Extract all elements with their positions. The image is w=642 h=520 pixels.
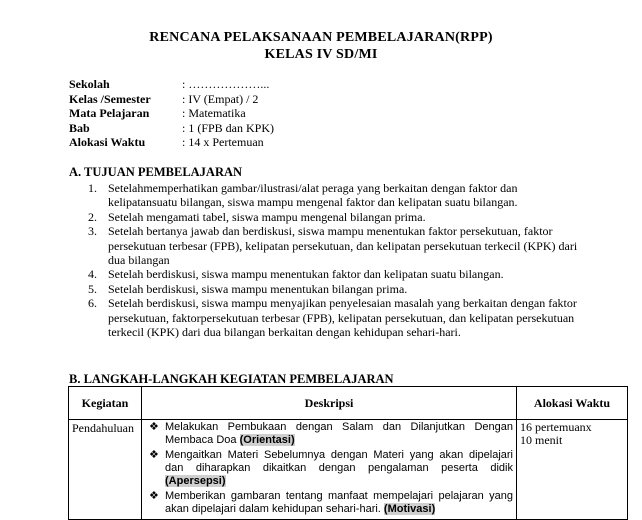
identity-row-alokasi	[69, 135, 274, 150]
learning-steps-table	[68, 386, 628, 520]
list-text: Setelah berdiskusi, siswa mampu menentukan faktor dan kelipatan suatu bilangan.	[108, 267, 504, 282]
column-header-kegiatan: Kegiatan	[69, 387, 142, 420]
list-item	[88, 282, 580, 296]
list-text: Setelah berdiskusi, siswa mampu menyajikan penyelesaian masalah yang berkaitan dengan faktor persekutuan, faktorpersekutuan terbesar (FPB), kelipatan persekutuan, dan kelipatan persekutuan terkecil (KPK) dari dua bilangan berkaitan dengan kehidupan sehari-hari.	[108, 296, 577, 340]
list-text: Setelah bertanya jawab dan berdiskusi, siswa mampu menentukan faktor persekutuan, faktor persekutuan terbesar (FPB), kelipatan persekutuan, dan kelipatan persekutuan terkecil (KPK) dari dua bilangan	[108, 224, 578, 268]
identity-value: : IV (Empat) / 2	[182, 91, 259, 106]
diamond-bullet-icon: ❖	[149, 490, 159, 502]
identity-value: : 1 (FPB dan KPK)	[182, 120, 275, 135]
identity-label: Mata Pelajaran	[69, 106, 150, 121]
diamond-bullet-icon: ❖	[149, 421, 159, 433]
list-item	[145, 421, 513, 447]
description-body: Mengaitkan Materi Sebelumnya dengan Materi yang akan dipelajari dan diharapkan dikaitkan dengan pengalaman peserta didik	[165, 449, 513, 474]
list-number: 3.	[88, 224, 97, 239]
list-number: 5.	[88, 281, 97, 296]
list-item	[88, 210, 580, 224]
section-a-heading: A. TUJUAN PEMBELAJARAN	[69, 165, 243, 179]
stage-tag: (Apersepsi)	[165, 475, 226, 487]
identity-row-kelas	[69, 92, 274, 107]
list-text: Setelah mengamati tabel, siswa mampu mengenal bilangan prima.	[108, 209, 426, 224]
list-number: 6.	[88, 296, 97, 311]
document-subtitle: KELAS IV SD/MI	[264, 47, 378, 62]
table-row	[69, 420, 628, 520]
description-text	[165, 490, 513, 516]
identity-value: : 14 x Pertemuan	[182, 135, 264, 150]
kegiatan-cell: Pendahuluan	[69, 420, 142, 520]
list-item	[88, 296, 580, 339]
list-item	[88, 181, 580, 210]
description-body: Melakukan Pembukaan dengan Salam dan Dilanjutkan Dengan Membaca Doa	[165, 421, 513, 446]
identity-label: Alokasi Waktu	[69, 135, 146, 150]
document-title: RENCANA PELAKSANAAN PEMBELAJARAN(RPP)	[149, 30, 493, 45]
identity-row-bab	[69, 121, 274, 136]
identity-value: : ………………...	[182, 77, 270, 91]
deskripsi-cell	[142, 420, 517, 520]
description-body: Memberikan gambaran tentang manfaat mempelajari pelajaran yang akan dipelajari dalam kehidupan sehari-hari.	[165, 490, 513, 515]
identity-row-sekolah	[69, 77, 274, 92]
identity-label: Sekolah	[69, 77, 110, 91]
stage-tag: (Motivasi)	[383, 503, 436, 515]
alokasi-cell	[517, 420, 628, 520]
identity-label: Bab	[69, 120, 90, 135]
identity-table	[69, 77, 274, 150]
identity-value: : Matematika	[182, 106, 246, 121]
stage-tag: (Orientasi)	[239, 434, 295, 446]
list-text: Setelah berdiskusi, siswa mampu menentukan bilangan prima.	[108, 281, 408, 296]
list-number: 2.	[88, 209, 97, 224]
alokasi-pertemuan: 16 pertemuanx	[520, 420, 592, 434]
list-item	[145, 449, 513, 488]
list-item	[88, 267, 580, 281]
learning-goals-list	[88, 181, 580, 339]
alokasi-menit: 10 menit	[520, 433, 563, 447]
identity-label: Kelas /Semester	[69, 91, 151, 106]
list-text: Setelahmemperhatikan gambar/ilustrasi/alat peraga yang berkaitan dengan faktor dan kelipatansuatu bilangan, siswa mampu mengenal faktor dan kelipatan suatu bilangan.	[108, 181, 518, 210]
list-number: 4.	[88, 267, 97, 282]
column-header-deskripsi: Deskripsi	[142, 387, 517, 420]
table-header-row	[69, 387, 628, 420]
section-b-heading: B. LANGKAH-LANGKAH KEGIATAN PEMBELAJARAN	[69, 372, 394, 386]
description-text	[165, 421, 513, 447]
list-item	[145, 490, 513, 516]
column-header-alokasi: Alokasi Waktu	[517, 387, 628, 420]
diamond-bullet-icon: ❖	[149, 449, 159, 461]
list-item	[88, 224, 580, 267]
list-number: 1.	[88, 181, 97, 195]
identity-row-mapel	[69, 106, 274, 121]
description-text	[165, 449, 513, 488]
